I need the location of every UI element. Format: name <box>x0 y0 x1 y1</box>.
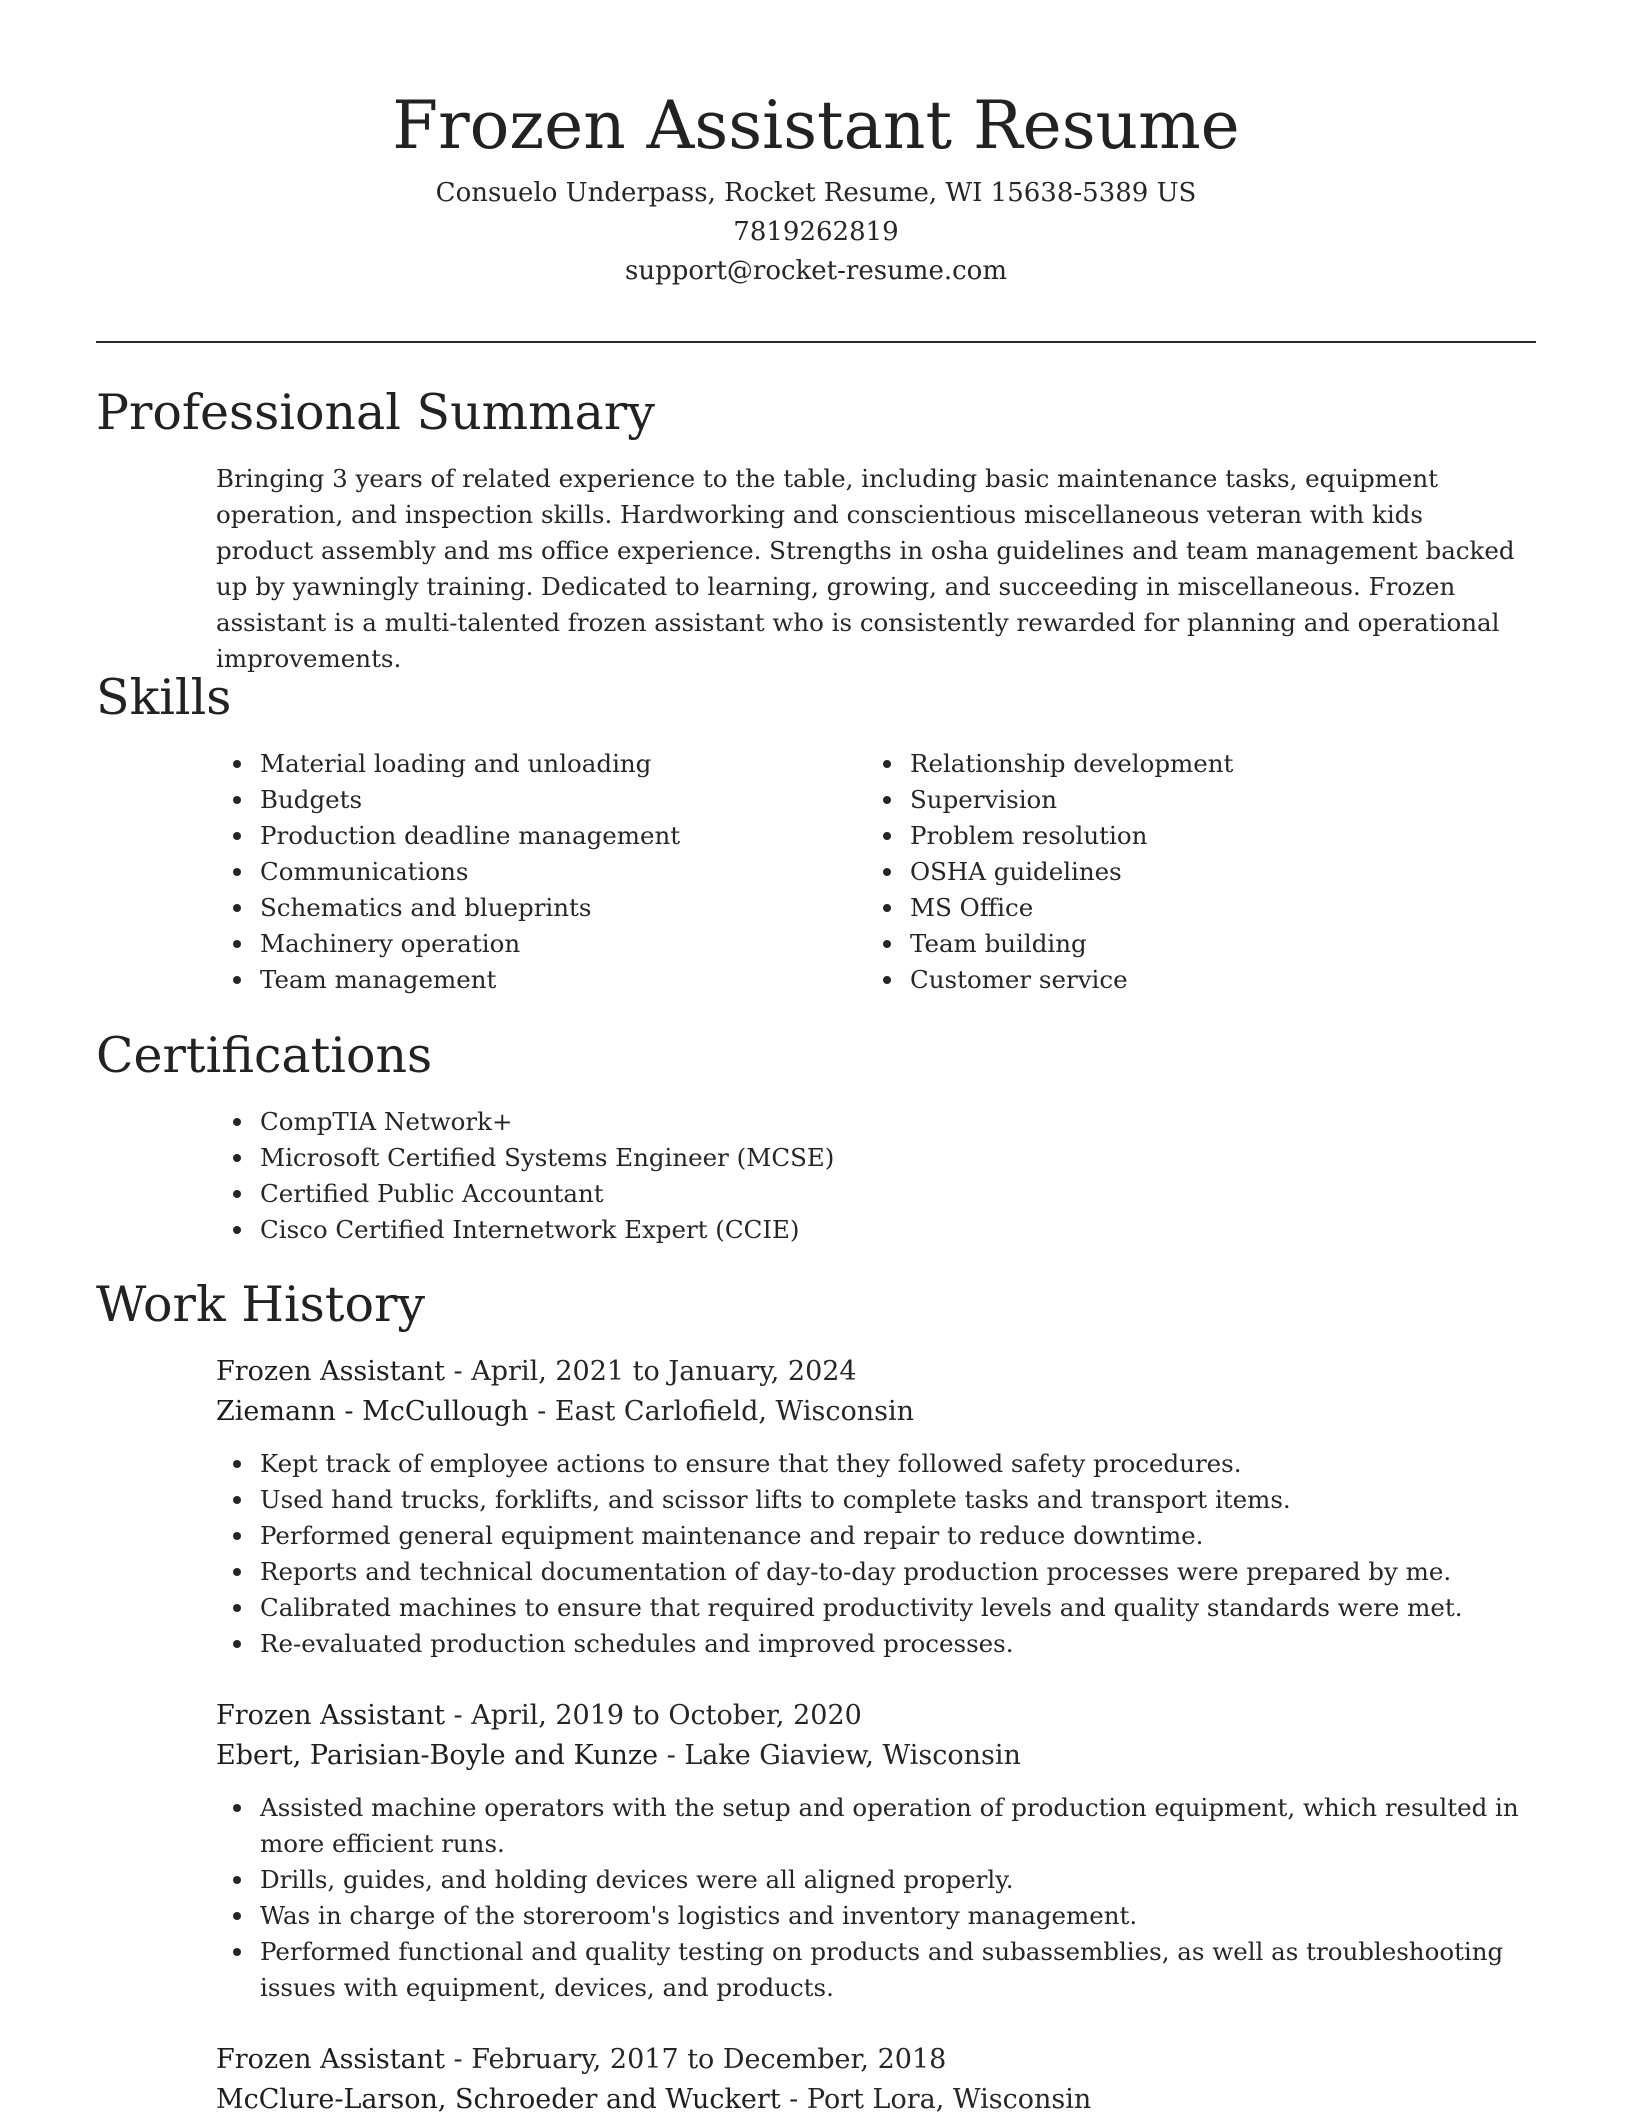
job-title: Frozen Assistant <box>216 1700 445 1731</box>
job-location: - Port Lora, Wisconsin <box>780 2084 1092 2115</box>
skill-item: Machinery operation <box>216 926 836 962</box>
job-duty: Drills, guides, and holding devices were all aligned properly. <box>216 1862 1536 1898</box>
job-company: Ziemann - McCullough <box>216 1396 529 1427</box>
skill-item: Supervision <box>866 782 1486 818</box>
skill-item: OSHA guidelines <box>866 854 1486 890</box>
job-dates: - April, 2019 to October, 2020 <box>444 1700 862 1731</box>
job-company-line <box>216 1392 914 1432</box>
certification-item: Cisco Certified Internetwork Expert (CCIE) <box>216 1212 1516 1248</box>
skill-item: Relationship development <box>866 746 1486 782</box>
skill-item: Budgets <box>216 782 836 818</box>
resume-header <box>96 80 1536 291</box>
job-duty: Calibrated machines to ensure that required productivity levels and quality standards were met. <box>216 1590 1536 1626</box>
certification-item: CompTIA Network+ <box>216 1104 1516 1140</box>
job-dates: - April, 2021 to January, 2024 <box>444 1356 857 1387</box>
job-title-line <box>216 1352 857 1392</box>
summary-text: Bringing 3 years of related experience to the table, including basic maintenance tasks, equipment operation, and inspection skills. Hardworking and conscientious miscellaneous veteran with kids product assembly and ms office experience. Strengths in osha guidelines and team management backed up by yawningly training. Dedicated to learning, growing, and succeeding in miscellaneous. Frozen assistant is a multi-talented frozen assistant who is consistently rewarded for planning and operational improvements. <box>216 464 1515 673</box>
job-company-line <box>216 1736 1021 1776</box>
contact-phone: 7819262819 <box>733 217 899 247</box>
certification-item: Certified Public Accountant <box>216 1176 1516 1212</box>
skill-item: MS Office <box>866 890 1486 926</box>
job-title: Frozen Assistant <box>216 1356 445 1387</box>
job-title: Frozen Assistant <box>216 2044 445 2075</box>
job-duty: Performed general equipment maintenance and repair to reduce downtime. <box>216 1518 1536 1554</box>
skill-item: Production deadline management <box>216 818 836 854</box>
job-duties-list <box>216 1790 1536 2006</box>
skill-item: Schematics and blueprints <box>216 890 836 926</box>
skill-item: Problem resolution <box>866 818 1486 854</box>
skill-item: Team management <box>216 962 836 998</box>
job-duty: Performed functional and quality testing on products and subassemblies, as well as troubleshooting issues with equipment, devices, and products. <box>216 1934 1536 2006</box>
job-title-line <box>216 1696 862 1736</box>
job-company-line <box>216 2080 1091 2120</box>
skill-item: Customer service <box>866 962 1486 998</box>
certifications-list <box>216 1104 1516 1248</box>
skills-list-right <box>866 746 1486 998</box>
skill-item: Communications <box>216 854 836 890</box>
job-duty: Used hand trucks, forklifts, and scissor lifts to complete tasks and transport items. <box>216 1482 1536 1518</box>
skills-list-left <box>216 746 836 998</box>
contact-email: support@rocket-resume.com <box>624 256 1007 286</box>
summary-heading: Professional Summary <box>96 384 655 441</box>
certification-item: Microsoft Certified Systems Engineer (MCSE) <box>216 1140 1516 1176</box>
job-duty: Re-evaluated production schedules and improved processes. <box>216 1626 1536 1662</box>
header-divider <box>96 341 1536 343</box>
job-duty: Reports and technical documentation of day-to-day production processes were prepared by me. <box>216 1554 1536 1590</box>
contact-address: Consuelo Underpass, Rocket Resume, WI 15638-5389 US <box>435 178 1197 208</box>
job-duties-list <box>216 1446 1536 1662</box>
contact-info <box>96 174 1536 291</box>
skill-item: Team building <box>866 926 1486 962</box>
work-history-heading: Work History <box>96 1276 426 1333</box>
job-location: - East Carlofield, Wisconsin <box>528 1396 914 1427</box>
job-title-line <box>216 2040 946 2080</box>
job-company: Ebert, Parisian-Boyle and Kunze <box>216 1740 659 1771</box>
job-duty: Was in charge of the storeroom's logistics and inventory management. <box>216 1898 1536 1934</box>
job-location: - Lake Giaview, Wisconsin <box>658 1740 1021 1771</box>
resume-title: Frozen Assistant Resume <box>392 87 1240 164</box>
job-duty: Kept track of employee actions to ensure that they followed safety procedures. <box>216 1446 1536 1482</box>
job-company: McClure-Larson, Schroeder and Wuckert <box>216 2084 781 2115</box>
skills-heading: Skills <box>96 669 232 726</box>
certifications-heading: Certifications <box>96 1027 433 1084</box>
job-duty: Assisted machine operators with the setup and operation of production equipment, which resulted in more efficient runs. <box>216 1790 1536 1862</box>
skill-item: Material loading and unloading <box>216 746 836 782</box>
job-dates: - February, 2017 to December, 2018 <box>444 2044 947 2075</box>
